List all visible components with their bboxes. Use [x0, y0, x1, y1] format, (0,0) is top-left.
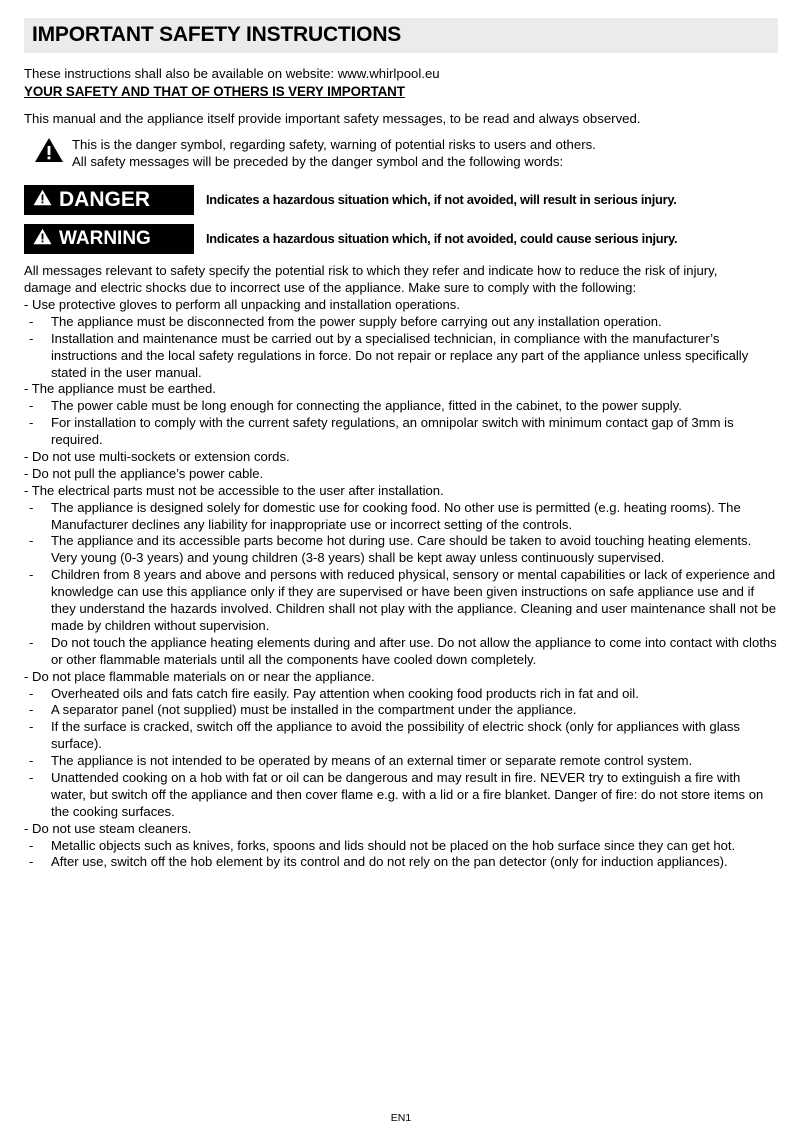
- list-marker: -: [29, 719, 34, 735]
- list-item: [24, 297, 778, 314]
- intro-paragraph: This manual and the appliance itself provide important safety messages, to be read and always observed.: [24, 111, 641, 127]
- list-marker: -: [29, 634, 34, 650]
- list-marker: -: [29, 533, 34, 549]
- list-item: [24, 449, 778, 466]
- warning-triangle-icon-small: [33, 189, 52, 211]
- list-item-text: For installation to comply with the current safety regulations, an omnipolar switch with minimum contact gap of 3mm is required.: [51, 415, 734, 448]
- list-marker: -: [29, 313, 34, 329]
- list-item: [24, 854, 778, 871]
- list-marker: -: [29, 837, 34, 853]
- list-marker: -: [29, 398, 34, 414]
- list-item-text: The appliance is designed solely for domestic use for cooking food. No other use is permitted (e.g. heating rooms). The Manufacturer declines any liability for inappropriate use or incorrect setting of the controls.: [51, 499, 741, 532]
- danger-description: Indicates a hazardous situation which, if not avoided, will result in serious injury.: [206, 192, 677, 208]
- list-item: [24, 415, 778, 449]
- list-item-text: Overheated oils and fats catch fire easily. Pay attention when cooking food products rich in fat and oil.: [51, 685, 639, 701]
- list-item: [24, 702, 778, 719]
- list-item: [24, 314, 778, 331]
- list-item-text: - Do not use multi-sockets or extension cords.: [24, 449, 290, 465]
- list-marker: -: [29, 330, 34, 346]
- list-item: [24, 567, 778, 635]
- list-item-text: - Do not pull the appliance’s power cable.: [24, 465, 264, 481]
- list-item-text: - Do not use steam cleaners.: [24, 820, 192, 836]
- list-item: [24, 838, 778, 855]
- list-item-text: The appliance and its accessible parts become hot during use. Care should be taken to avoid touching heating elements. Very young (0-3 years) and young children (3-8 years) shall be kept away unless continuously supervised.: [51, 533, 752, 566]
- list-item: [24, 719, 778, 753]
- lead-paragraph-line-1: All messages relevant to safety specify the potential risk to which they refer and indicate how to reduce the risk of injury,: [24, 262, 718, 278]
- list-item: [24, 753, 778, 770]
- list-item: [24, 331, 778, 382]
- list-item: [24, 686, 778, 703]
- warning-badge: [24, 224, 194, 254]
- list-item: [24, 821, 778, 838]
- alert-row-warning: [24, 224, 778, 254]
- list-marker: -: [29, 415, 34, 431]
- list-marker: -: [29, 769, 34, 785]
- warning-description: Indicates a hazardous situation which, if not avoided, could cause serious injury.: [206, 231, 678, 247]
- list-item-text: A separator panel (not supplied) must be installed in the compartment under the appliance.: [51, 702, 577, 718]
- list-item-text: After use, switch off the hob element by its control and do not rely on the pan detector (only for induction appliances).: [51, 854, 728, 870]
- list-marker: -: [29, 499, 34, 515]
- danger-note-text: [72, 136, 596, 170]
- list-item-text: Do not touch the appliance heating elements during and after use. Do not allow the appliance to come into contact with cloths or other flammable materials until all the components have cooled down completely.: [51, 634, 777, 667]
- danger-note-line-2: All safety messages will be preceded by the danger symbol and the following words:: [72, 154, 564, 170]
- danger-badge: [24, 185, 194, 215]
- list-marker: -: [29, 702, 34, 718]
- lead-paragraph-line-2: damage and electric shocks due to incorrect use of the appliance. Make sure to comply with the following:: [24, 280, 637, 296]
- page-number: EN1: [390, 1112, 412, 1124]
- list-item-text: - Use protective gloves to perform all unpacking and installation operations.: [24, 297, 460, 313]
- website-line: These instructions shall also be available on website: www.whirlpool.eu: [24, 66, 440, 82]
- list-item: [24, 770, 778, 821]
- safety-heading: YOUR SAFETY AND THAT OF OTHERS IS VERY IMPORTANT: [24, 84, 405, 100]
- safety-items-list: [24, 297, 778, 871]
- list-item: [24, 500, 778, 534]
- list-marker: -: [29, 567, 34, 583]
- list-item: [24, 635, 778, 669]
- safety-heading-wrap: [24, 83, 778, 105]
- list-item-text: - The appliance must be earthed.: [24, 381, 216, 397]
- list-item-text: Children from 8 years and above and persons with reduced physical, sensory or mental capabilities or lack of experience and knowledge can use this appliance only if they are supervised or have been given instructions on safe appliance use and if they understand the hazards involved. Children shall not play with the appliance. Cleaning and user maintenance shall not be made by children without supervision.: [51, 567, 776, 633]
- list-item: [24, 669, 778, 686]
- list-item-text: Metallic objects such as knives, forks, spoons and lids should not be placed on the hob surface since they can get hot.: [51, 837, 736, 853]
- warning-triangle-icon-small: [33, 228, 52, 250]
- list-item-text: - The electrical parts must not be accessible to the user after installation.: [24, 482, 444, 498]
- warning-badge-label: WARNING: [59, 228, 151, 250]
- alert-row-danger: [24, 185, 778, 215]
- list-item: [24, 483, 778, 500]
- list-item-text: The power cable must be long enough for connecting the appliance, fitted in the cabinet, to the power supply.: [51, 398, 682, 414]
- danger-badge-label: DANGER: [59, 188, 151, 212]
- list-item-text: Installation and maintenance must be carried out by a specialised technician, in compliance with the manufacturer’s instructions and the local safety regulations in force. Do not repair or replace any part of the appliance unless specifically stated in the user manual.: [51, 330, 749, 380]
- list-item-text: The appliance must be disconnected from the power supply before carrying out any installation operation.: [51, 313, 662, 329]
- danger-symbol-note: [34, 136, 778, 170]
- page-title-bar: [24, 18, 778, 53]
- list-item: [24, 466, 778, 483]
- list-marker: -: [29, 753, 34, 769]
- list-item-text: Unattended cooking on a hob with fat or oil can be dangerous and may result in fire. NEVER try to extinguish a fire with water, but switch off the appliance and then cover flame e.g. with a lid or a fire blanket. Danger of fire: do not store items on the cooking surfaces.: [51, 769, 764, 819]
- list-item-text: - Do not place flammable materials on or near the appliance.: [24, 668, 375, 684]
- list-item: [24, 533, 778, 567]
- page-title: IMPORTANT SAFETY INSTRUCTIONS: [32, 23, 402, 46]
- danger-note-line-1: This is the danger symbol, regarding safety, warning of potential risks to users and others.: [72, 137, 596, 153]
- list-item-text: If the surface is cracked, switch off the appliance to avoid the possibility of electric shock (only for appliances with glass surface).: [51, 719, 740, 752]
- list-item: [24, 381, 778, 398]
- list-marker: -: [29, 854, 34, 870]
- list-item-text: The appliance is not intended to be operated by means of an external timer or separate remote control system.: [51, 753, 693, 769]
- list-item: [24, 398, 778, 415]
- warning-triangle-icon: [34, 137, 64, 163]
- list-marker: -: [29, 685, 34, 701]
